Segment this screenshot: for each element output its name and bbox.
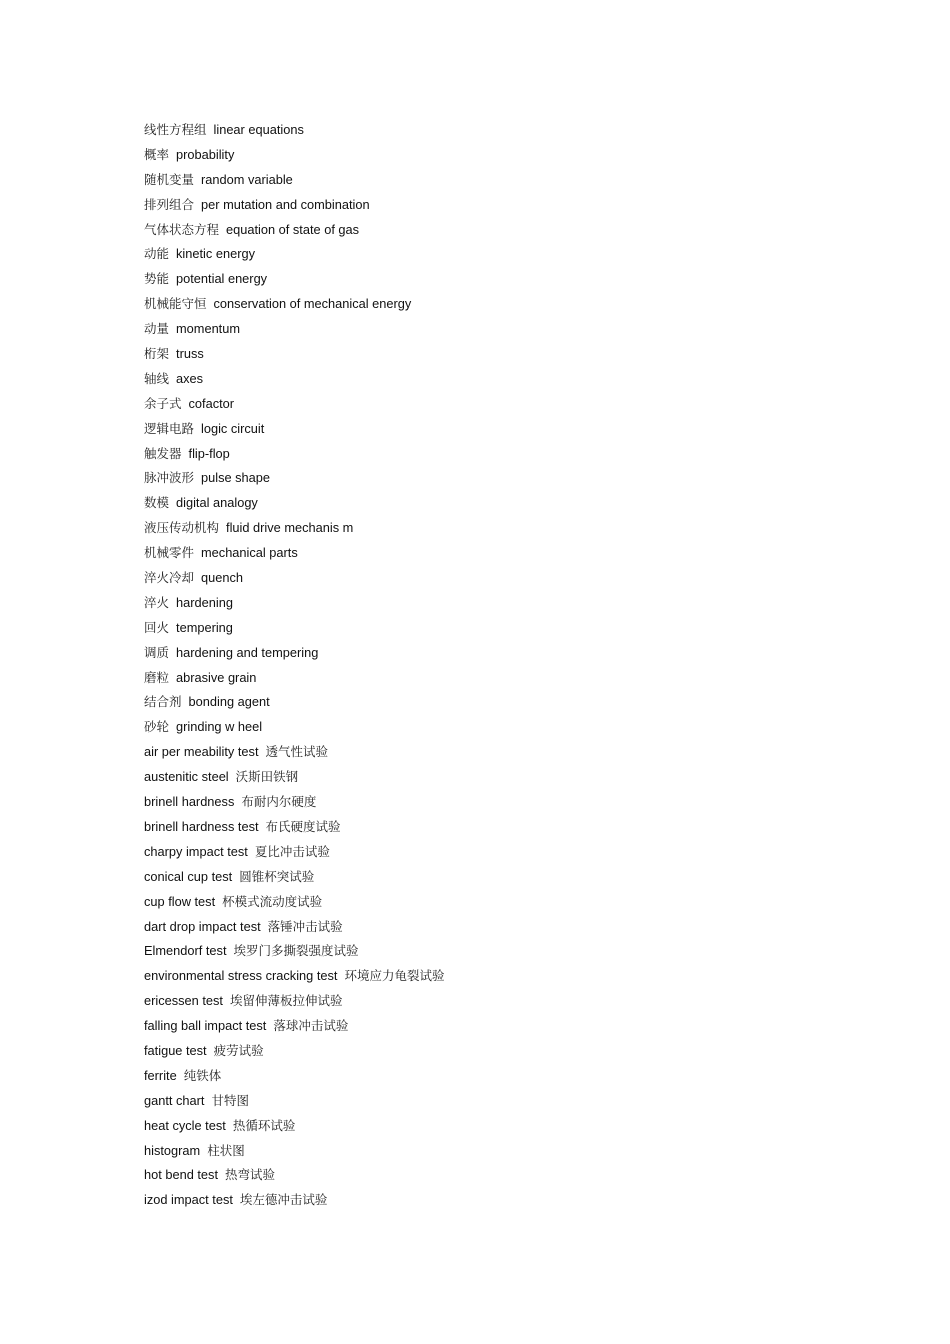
glossary-entry	[144, 1014, 444, 1039]
glossary-entry	[144, 790, 444, 815]
chinese-term: 机械零件	[144, 545, 195, 561]
glossary-entry	[144, 666, 444, 691]
english-term: ferrite	[144, 1067, 177, 1083]
english-term: digital analogy	[176, 495, 258, 511]
glossary-entry	[144, 1188, 444, 1213]
english-term: potential energy	[176, 271, 268, 287]
glossary-list	[144, 118, 444, 1213]
english-term: momentum	[176, 321, 241, 337]
chinese-term: 埃留伸薄板拉伸试验	[229, 993, 343, 1009]
chinese-term: 液压传动机构	[144, 520, 220, 536]
glossary-entry	[144, 118, 444, 143]
glossary-entry	[144, 541, 444, 566]
glossary-entry	[144, 964, 444, 989]
chinese-term: 桁架	[144, 346, 170, 362]
chinese-term: 落锤冲击试验	[267, 918, 343, 934]
english-term: per mutation and combination	[201, 196, 370, 212]
chinese-term: 热弯试验	[225, 1167, 276, 1183]
glossary-entry	[144, 342, 444, 367]
glossary-entry	[144, 616, 444, 641]
chinese-term: 布耐内尔硬度	[241, 794, 317, 810]
glossary-entry	[144, 491, 444, 516]
chinese-term: 淬火	[144, 594, 170, 610]
english-term: fluid drive mechanis m	[226, 520, 354, 536]
english-term: bonding agent	[188, 694, 270, 710]
english-term: fatigue test	[144, 1042, 207, 1058]
glossary-entry	[144, 317, 444, 342]
chinese-term: 柱状图	[207, 1142, 245, 1158]
english-term: abrasive grain	[176, 669, 257, 685]
glossary-entry	[144, 168, 444, 193]
chinese-term: 落球冲击试验	[273, 1018, 349, 1034]
glossary-entry	[144, 193, 444, 218]
glossary-entry	[144, 516, 444, 541]
english-term: pulse shape	[201, 470, 271, 486]
chinese-term: 轴线	[144, 370, 170, 386]
chinese-term: 透气性试验	[265, 744, 329, 760]
chinese-term: 动量	[144, 321, 170, 337]
chinese-term: 机械能守恒	[144, 296, 207, 312]
english-term: quench	[201, 570, 243, 586]
english-term: hardening	[176, 594, 233, 610]
glossary-entry	[144, 989, 444, 1014]
chinese-term: 夏比冲击试验	[254, 843, 330, 859]
glossary-entry	[144, 1089, 444, 1114]
glossary-entry	[144, 765, 444, 790]
glossary-entry	[144, 690, 444, 715]
glossary-entry	[144, 392, 444, 417]
english-term: tempering	[176, 619, 233, 635]
chinese-term: 随机变量	[144, 171, 195, 187]
chinese-term: 线性方程组	[144, 122, 207, 137]
english-term: environmental stress cracking test	[144, 968, 338, 984]
english-term: mechanical parts	[201, 545, 298, 561]
glossary-entry	[144, 566, 444, 591]
glossary-entry	[144, 1114, 444, 1139]
chinese-term: 势能	[144, 271, 170, 287]
glossary-entry	[144, 143, 444, 168]
chinese-term: 沃斯田铁钢	[235, 769, 299, 785]
glossary-entry	[144, 1139, 444, 1164]
chinese-term: 圆锥杯突试验	[239, 868, 315, 884]
glossary-entry	[144, 865, 444, 890]
chinese-term: 环境应力龟裂试验	[344, 968, 445, 984]
english-term: probability	[176, 146, 235, 162]
glossary-entry	[144, 218, 444, 243]
english-term: conical cup test	[144, 868, 233, 884]
chinese-term: 埃左德冲击试验	[239, 1192, 328, 1208]
chinese-term: 布氏硬度试验	[265, 818, 341, 834]
english-term: random variable	[201, 171, 293, 187]
english-term: logic circuit	[201, 420, 265, 436]
chinese-term: 触发器	[144, 445, 182, 461]
glossary-entry	[144, 641, 444, 666]
chinese-term: 排列组合	[144, 196, 195, 212]
chinese-term: 淬火冷却	[144, 570, 195, 586]
glossary-entry	[144, 915, 444, 940]
chinese-term: 动能	[144, 246, 170, 262]
chinese-term: 疲劳试验	[213, 1042, 264, 1058]
english-term: flip-flop	[188, 445, 230, 461]
english-term: falling ball impact test	[144, 1018, 267, 1034]
glossary-entry	[144, 1039, 444, 1064]
chinese-term: 概率	[144, 146, 170, 162]
english-term: gantt chart	[144, 1092, 205, 1108]
chinese-term: 调质	[144, 644, 170, 660]
glossary-entry	[144, 442, 444, 467]
glossary-entry	[144, 715, 444, 740]
english-term: kinetic energy	[176, 246, 255, 262]
english-term: conservation of mechanical energy	[213, 296, 412, 312]
chinese-term: 磨粒	[144, 669, 170, 685]
glossary-entry	[144, 890, 444, 915]
english-term: dart drop impact test	[144, 918, 261, 934]
glossary-entry	[144, 815, 444, 840]
glossary-entry	[144, 242, 444, 267]
chinese-term: 埃罗门多撕裂强度试验	[233, 943, 359, 959]
chinese-term: 甘特图	[211, 1092, 249, 1108]
chinese-term: 余子式	[144, 395, 182, 411]
english-term: histogram	[144, 1142, 201, 1158]
glossary-entry	[144, 1163, 444, 1188]
glossary-entry	[144, 591, 444, 616]
english-term: truss	[176, 346, 204, 362]
english-term: cofactor	[188, 395, 235, 411]
english-term: Elmendorf test	[144, 943, 227, 959]
chinese-term: 结合剂	[144, 694, 182, 710]
english-term: air per meability test	[144, 744, 259, 760]
chinese-term: 脉冲波形	[144, 470, 195, 486]
chinese-term: 气体状态方程	[144, 221, 220, 237]
glossary-entry	[144, 939, 444, 964]
glossary-entry	[144, 292, 444, 317]
chinese-term: 逻辑电路	[144, 420, 195, 436]
english-term: hardening and tempering	[176, 644, 319, 660]
english-term: ericessen test	[144, 993, 223, 1009]
english-term: axes	[176, 370, 204, 386]
glossary-entry	[144, 740, 444, 765]
english-term: heat cycle test	[144, 1117, 226, 1133]
chinese-term: 热循环试验	[232, 1117, 296, 1133]
english-term: cup flow test	[144, 893, 216, 909]
english-term: equation of state of gas	[226, 221, 360, 237]
english-term: brinell hardness	[144, 794, 235, 810]
glossary-entry	[144, 1064, 444, 1089]
english-term: charpy impact test	[144, 843, 248, 859]
glossary-entry	[144, 840, 444, 865]
glossary-entry	[144, 466, 444, 491]
glossary-entry	[144, 267, 444, 292]
english-term: brinell hardness test	[144, 818, 259, 834]
english-term: izod impact test	[144, 1192, 233, 1208]
english-term: grinding w heel	[176, 719, 263, 735]
english-term: linear equations	[213, 122, 304, 137]
glossary-entry	[144, 367, 444, 392]
chinese-term: 杯模式流动度试验	[222, 893, 323, 909]
chinese-term: 砂轮	[144, 719, 170, 735]
chinese-term: 纯铁体	[183, 1067, 222, 1083]
english-term: hot bend test	[144, 1167, 218, 1183]
glossary-entry	[144, 417, 444, 442]
chinese-term: 数模	[144, 495, 170, 511]
english-term: austenitic steel	[144, 769, 229, 785]
chinese-term: 回火	[144, 619, 170, 635]
